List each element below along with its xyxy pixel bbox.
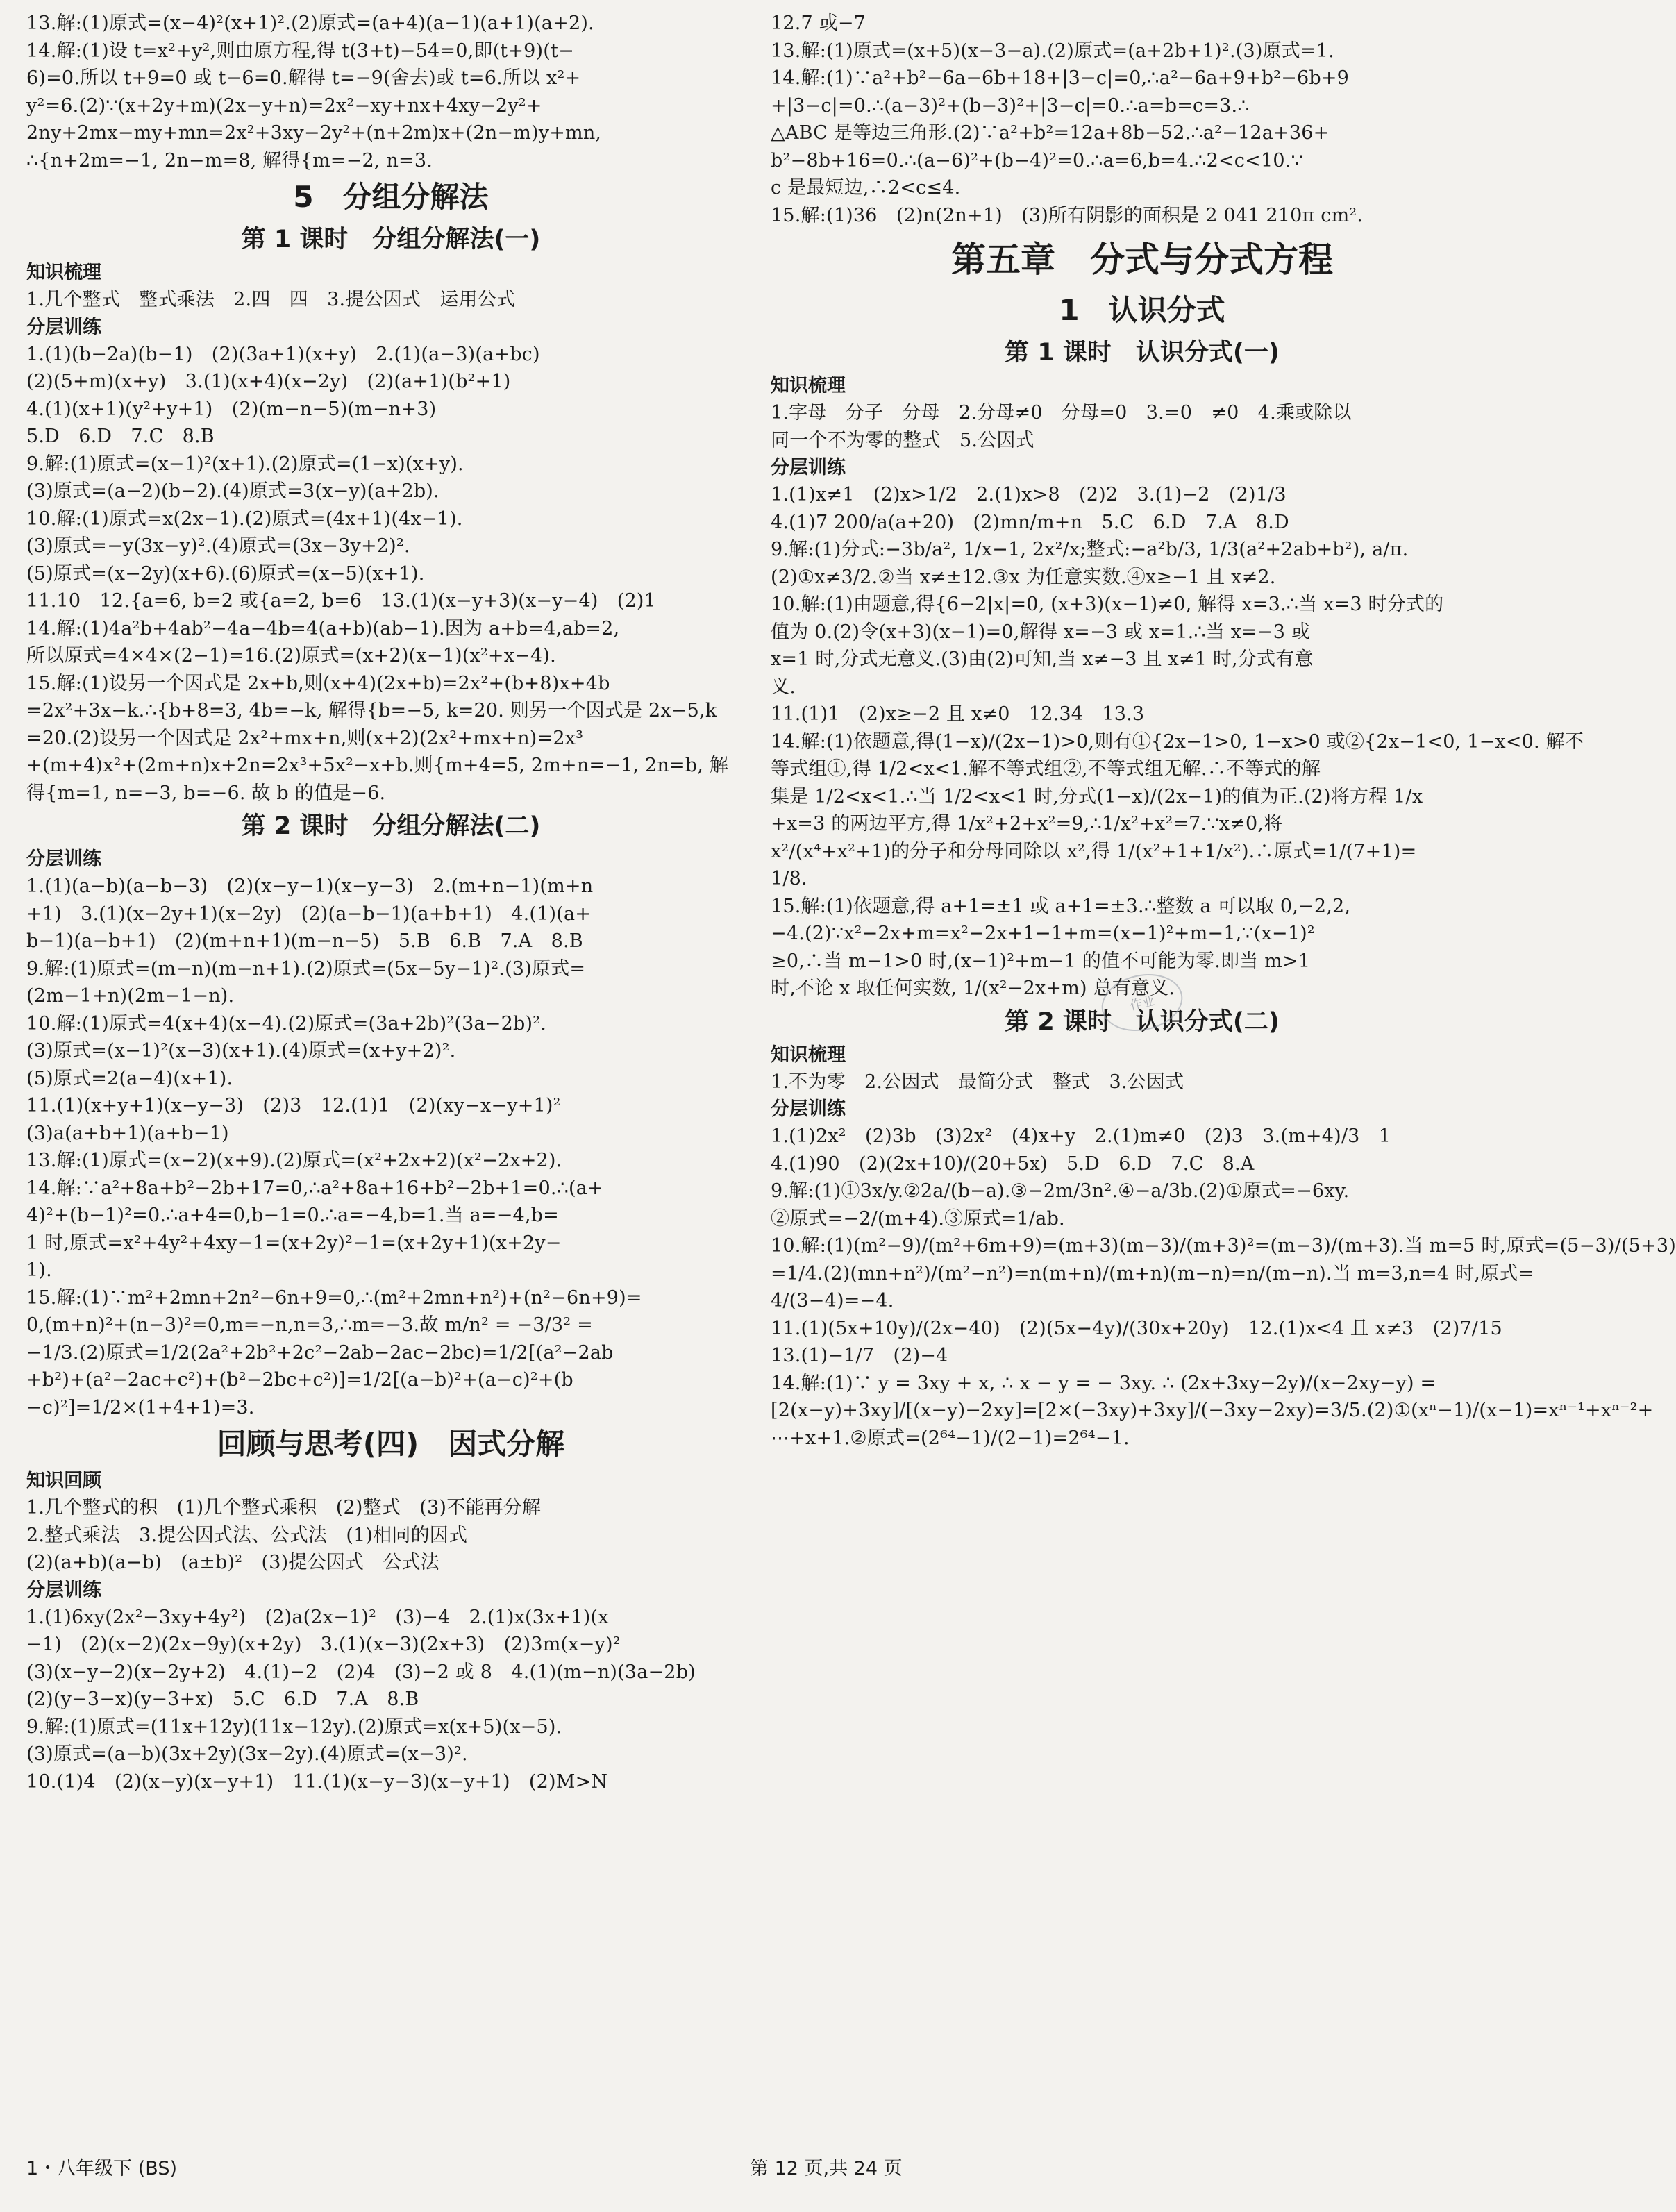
section-title: 5 分组分解法 [293, 180, 489, 214]
answer-line: 4.(1)(x+1)(y²+y+1) (2)(m−n−5)(m−n+3) [26, 398, 437, 420]
answer-line: 10.解:(1)原式=x(2x−1).(2)原式=(4x+1)(4x−1). [26, 508, 463, 530]
answer-line: 9.解:(1)①3x/y.②2a/(b−a).③−2m/3n².④−a/3b.(2)①原式=−6xy. [771, 1180, 1350, 1202]
answer-line: +|3−c|=0.∴(a−3)²+(b−3)²+|3−c|=0.∴a=b=c=3.∴ [771, 94, 1250, 117]
left-column [26, 10, 755, 2134]
subsection-label: 分层训练 [771, 457, 846, 478]
right-column [771, 10, 1676, 2134]
answer-line: 14.解:(1)设 t=x²+y²,则由原方程,得 t(3+t)−54=0,即(t+9)(t− [26, 40, 574, 62]
lesson-title: 第 1 课时 认识分式(一) [1005, 339, 1280, 367]
answer-line: (5)原式=(x−2y)(x+6).(6)原式=(x−5)(x+1). [26, 562, 425, 585]
answer-line: 11.(1)1 (2)x≥−2 且 x≠0 12.34 13.3 [771, 703, 1145, 725]
answer-line: −c)²]=1/2×(1+4+1)=3. [26, 1396, 255, 1418]
answer-line: (3)a(a+b+1)(a+b−1) [26, 1122, 229, 1144]
answer-line: −1/3.(2)原式=1/2(2a²+2b²+2c²−2ab−2ac−2bc)=1/2[(a²−2ab [26, 1341, 614, 1364]
answer-line: 4/(3−4)=−4. [771, 1290, 894, 1312]
answer-line: 13.解:(1)原式=(x−2)(x+9).(2)原式=(x²+2x+2)(x²−2x+2). [26, 1150, 562, 1171]
answer-line: (3)(x−y−2)(x−2y+2) 4.(1)−2 (2)4 (3)−2 或 8 4.(1)(m−n)(3a−2b) [26, 1661, 696, 1683]
answer-line: 4.(1)7 200/a(a+20) (2)mn/m+n 5.C 6.D 7.A 8.D [771, 511, 1289, 533]
answer-line: ∴{n+2m=−1, 2n−m=8, 解得{m=−2, n=3. [26, 149, 433, 171]
answer-line: 值为 0.(2)令(x+3)(x−1)=0,解得 x=−3 或 x=1.∴当 x=−3 或 [771, 621, 1311, 643]
answer-line: 14.解:(1)依题意,得(1−x)/(2x−1)>0,则有①{2x−1>0, 1−x>0 或②{2x−1<0, 1−x<0. 解不 [771, 730, 1584, 753]
answer-line: x²/(x⁴+x²+1)的分子和分母同除以 x²,得 1/(x²+1+1/x²).∴原式=1/(7+1)= [771, 840, 1417, 862]
subsection-label: 知识梳理 [771, 1044, 846, 1066]
answer-line: b²−8b+16=0.∴(a−6)²+(b−4)²=0.∴a=6,b=4.∴2<c<10.∵ [771, 149, 1303, 171]
answer-line: 9.解:(1)分式:−3b/a², 1/x−1, 2x²/x;整式:−a²b/3, 1/3(a²+2ab+b²), a/π. [771, 539, 1409, 560]
answer-line: 所以原式=4×4×(2−1)=16.(2)原式=(x+2)(x−1)(x²+x−4). [26, 645, 556, 667]
answer-line: 14.解:∵a²+8a+b²−2b+17=0,∴a²+8a+16+b²−2b+1=0.∴(a+ [26, 1177, 603, 1199]
answer-line: 11.(1)(5x+10y)/(2x−40) (2)(5x−4y)/(30x+20y) 12.(1)x<4 且 x≠3 (2)7/15 [771, 1317, 1502, 1339]
subsection-label: 分层训练 [26, 316, 101, 338]
answer-line: 12.7 或−7 [771, 12, 866, 34]
answer-line: 11.10 12.{a=6, b=2 或{a=2, b=6 13.(1)(x−y+3)(x−y−4) (2)1 [26, 590, 657, 612]
answer-line: 10.解:(1)原式=4(x+4)(x−4).(2)原式=(3a+2b)²(3a−2b)². [26, 1012, 547, 1034]
chapter-title: 第五章 分式与分式方程 [951, 240, 1333, 280]
subsection-label: 分层训练 [26, 1579, 101, 1601]
answer-line: 集是 1/2<x<1.∴当 1/2<x<1 时,分式(1−x)/(2x−1)的值为正.(2)将方程 1/x [771, 785, 1423, 807]
subsection-label: 知识梳理 [26, 262, 101, 283]
subsection-label: 分层训练 [26, 848, 101, 870]
answer-line: −4.(2)∵x²−2x+m=x²−2x+1−1+m=(x−1)²+m−1,∵(x−1)² [771, 923, 1315, 944]
answer-line: 15.解:(1)36 (2)n(2n+1) (3)所有阴影的面积是 2 041 210π cm². [771, 204, 1364, 226]
answer-line: (3)原式=(a−2)(b−2).(4)原式=3(x−y)(a+2b). [26, 480, 439, 502]
answer-line: 14.解:(1)∵a²+b²−6a−6b+18+|3−c|=0,∴a²−6a+9+b²−6b+9 [771, 67, 1350, 89]
answer-line: ⋯+x+1.②原式=(2⁶⁴−1)/(2−1)=2⁶⁴−1. [771, 1427, 1130, 1449]
answer-line: 14.解:(1)4a²b+4ab²−4a−4b=4(a+b)(ab−1).因为 a+b=4,ab=2, [26, 617, 620, 639]
answer-line: 13.(1)−1/7 (2)−4 [771, 1345, 948, 1366]
answer-line: 1.(1)(a−b)(a−b−3) (2)(x−y−1)(x−y−3) 2.(m+n−1)(m+n [26, 875, 594, 897]
answer-line: 同一个不为零的整式 5.公因式 [771, 429, 1034, 451]
stamp-text: 作业 [1128, 994, 1157, 1014]
answer-line: 0,(m+n)²+(n−3)²=0,m=−n,n=3,∴m=−3.故 m/n² = −3/3² = [26, 1314, 593, 1336]
answer-line: 14.解:(1)∵ y = 3xy + x, ∴ x − y = − 3xy. ∴ (2x+3xy−2y)/(x−2xy−y) = [771, 1372, 1436, 1394]
answer-line: (2)(5+m)(x+y) 3.(1)(x+4)(x−2y) (2)(a+1)(b²+1) [26, 371, 511, 392]
answer-line: 义. [771, 676, 796, 698]
answer-line: =20.(2)设另一个因式是 2x²+mx+n,则(x+2)(2x²+mx+n)=2x³ [26, 727, 584, 749]
answer-line: −1) (2)(x−2)(2x−9y)(x+2y) 3.(1)(x−3)(2x+3) (2)3m(x−y)² [26, 1634, 621, 1655]
answer-line: +b²)+(a²−2ac+c²)+(b²−2bc+c²)]=1/2[(a−b)²+(a−c)²+(b [26, 1369, 573, 1391]
answer-line: 1.几个整式 整式乘法 2.四 四 3.提公因式 运用公式 [26, 289, 516, 310]
answer-line: 1.(1)x≠1 (2)x>1/2 2.(1)x>8 (2)2 3.(1)−2 (2)1/3 [771, 484, 1287, 505]
lesson-title: 第 2 课时 认识分式(二) [1005, 1007, 1280, 1036]
answer-line: 1 时,原式=x²+4y²+4xy−1=(x+2y)²−1=(x+2y+1)(x+2y− [26, 1232, 562, 1254]
section-title: 1 认识分式 [1059, 293, 1225, 327]
answer-line: 5.D 6.D 7.C 8.B [26, 426, 215, 447]
answer-line: ②原式=−2/(m+4).③原式=1/ab. [771, 1207, 1065, 1230]
answer-line: 4)²+(b−1)²=0.∴a+4=0,b−1=0.∴a=−4,b=1.当 a=−4,b= [26, 1205, 559, 1226]
answer-line: 10.解:(1)(m²−9)/(m²+6m+9)=(m+3)(m−3)/(m+3)²=(m−3)/(m+3).当 m=5 时,原式=(5−3)/(5+3) [771, 1235, 1676, 1257]
answer-line: 1.字母 分子 分母 2.分母≠0 分母=0 3.=0 ≠0 4.乘或除以 [771, 402, 1352, 424]
answer-line: 等式组①,得 1/2<x<1.解不等式组②,不等式组无解.∴不等式的解 [771, 758, 1321, 780]
answer-line: 15.解:(1)依题意,得 a+1=±1 或 a+1=±3.∴整数 a 可以取 0,−2,2, [771, 895, 1351, 917]
answer-line: 1.(1)2x² (2)3b (3)2x² (4)x+y 2.(1)m≠0 (2)3 3.(m+4)/3 1 [771, 1125, 1391, 1147]
answer-line: 15.解:(1)设另一个因式是 2x+b,则(x+4)(2x+b)=2x²+(b+8)x+4b [26, 672, 610, 694]
answer-line: [2(x−y)+3xy]/[(x−y)−2xy]=[2×(−3xy)+3xy]/(−3xy−2xy)=3/5.(2)①(xⁿ−1)/(x−1)=xⁿ⁻¹+xⁿ⁻²+ [771, 1400, 1654, 1421]
answer-line: 2.整式乘法 3.提公因式法、公式法 (1)相同的因式 [26, 1524, 468, 1546]
answer-line: ≥0,∴当 m−1>0 时,(x−1)²+m−1 的值不可能为零.即当 m>1 [771, 950, 1311, 972]
lesson-title: 第 1 课时 分组分解法(一) [241, 226, 541, 253]
answer-line: +x=3 的两边平方,得 1/x²+2+x²=9,∴1/x²+x²=7.∵x≠0,将 [771, 813, 1283, 835]
answer-line: x=1 时,分式无意义.(3)由(2)可知,当 x≠−3 且 x≠1 时,分式有意 [771, 648, 1314, 670]
answer-line: 1). [26, 1259, 52, 1281]
lesson-title: 第 2 课时 分组分解法(二) [241, 812, 541, 840]
answer-line: (3)原式=(a−b)(3x+2y)(3x−2y).(4)原式=(x−3)². [26, 1743, 468, 1765]
answer-line: (2)(a+b)(a−b) (a±b)² (3)提公因式 公式法 [26, 1552, 439, 1573]
answer-line: (3)原式=(x−1)²(x−3)(x+1).(4)原式=(x+y+2)². [26, 1040, 456, 1062]
answer-line: 6)=0.所以 t+9=0 或 t−6=0.解得 t=−9(舍去)或 t=6.所以 x²+ [26, 67, 581, 89]
answer-line: (2m−1+n)(2m−1−n). [26, 985, 235, 1007]
answer-line: b−1)(a−b+1) (2)(m+n+1)(m−n−5) 5.B 6.B 7.A 8.B [26, 930, 583, 952]
subsection-label: 分层训练 [771, 1098, 846, 1120]
answer-line: 时,不论 x 取任何实数, 1/(x²−2x+m) 总有意义. [771, 978, 1175, 999]
answer-line: 13.解:(1)原式=(x−4)²(x+1)².(2)原式=(a+4)(a−1)(a+1)(a+2). [26, 12, 594, 34]
answer-line: 1/8. [771, 868, 807, 889]
answer-line: 1.(1)6xy(2x²−3xy+4y²) (2)a(2x−1)² (3)−4 2.(1)x(3x+1)(x [26, 1606, 609, 1628]
answer-line: 11.(1)(x+y+1)(x−y−3) (2)3 12.(1)1 (2)(xy−x−y+1)² [26, 1095, 561, 1116]
answer-line: 10.解:(1)由题意,得{6−2|x|=0, (x+3)(x−1)≠0, 解得 x=3.∴当 x=3 时分式的 [771, 594, 1444, 615]
footer-grade-label: 1・八年级下 (BS) [26, 2158, 178, 2179]
subsection-label: 知识梳理 [771, 375, 846, 396]
answer-line: (5)原式=2(a−4)(x+1). [26, 1067, 233, 1089]
subsection-label: 知识回顾 [26, 1470, 101, 1491]
answer-line: 9.解:(1)原式=(m−n)(m−n+1).(2)原式=(5x−5y−1)².(3)原式= [26, 957, 586, 980]
answer-line: 1.几个整式的积 (1)几个整式乘积 (2)整式 (3)不能再分解 [26, 1497, 542, 1518]
answer-line: (2)(y−3−x)(y−3+x) 5.C 6.D 7.A 8.B [26, 1689, 419, 1710]
answer-line: △ABC 是等边三角形.(2)∵a²+b²=12a+8b−52.∴a²−12a+36+ [771, 122, 1330, 144]
answer-line: 10.(1)4 (2)(x−y)(x−y+1) 11.(1)(x−y−3)(x−y+1) (2)M>N [26, 1770, 608, 1793]
answer-line: 4.(1)90 (2)(2x+10)/(20+5x) 5.D 6.D 7.C 8.A [771, 1153, 1255, 1175]
footer-page-number: 第 12 页,共 24 页 [750, 2158, 903, 2179]
answer-line: 2ny+2mx−my+mn=2x²+3xy−2y²+(n+2m)x+(2n−m)y+mn, [26, 122, 602, 144]
answer-line: 1.(1)(b−2a)(b−1) (2)(3a+1)(x+y) 2.(1)(a−3)(a+bc) [26, 343, 540, 365]
answer-line: 13.解:(1)原式=(x+5)(x−3−a).(2)原式=(a+2b+1)².(3)原式=1. [771, 40, 1334, 62]
answer-line: 9.解:(1)原式=(x−1)²(x+1).(2)原式=(1−x)(x+y). [26, 453, 464, 475]
answer-line: (3)原式=−y(3x−y)².(4)原式=(3x−3y+2)². [26, 535, 410, 557]
answer-line: =2x²+3x−k.∴{b+8=3, 4b=−k, 解得{b=−5, k=20. 则另一个因式是 2x−5,k [26, 700, 717, 721]
answer-line: y²=6.(2)∵(x+2y+m)(2x−y+n)=2x²−xy+nx+4xy−2y²+ [26, 94, 542, 117]
section-title: 回顾与思考(四) 因式分解 [217, 1427, 565, 1461]
answer-line: 9.解:(1)原式=(11x+12y)(11x−12y).(2)原式=x(x+5)(x−5). [26, 1716, 562, 1738]
answer-line: +(m+4)x²+(2m+n)x+2n=2x³+5x²−x+b.则{m+4=5, 2m+n=−1, 2n=b, 解 [26, 755, 729, 776]
answer-line: 得{m=1, n=−3, b=−6. 故 b 的值是−6. [26, 782, 386, 804]
answer-line: 1.不为零 2.公因式 最简分式 整式 3.公因式 [771, 1071, 1184, 1093]
answer-line: =1/4.(2)(mn+n²)/(m²−n²)=n(m+n)/(m+n)(m−n)=n/(m−n).当 m=3,n=4 时,原式= [771, 1262, 1534, 1284]
answer-line: c 是最短边,∴2<c≤4. [771, 177, 961, 199]
answer-line: (2)①x≠3/2.②当 x≠±12.③x 为任意实数.④x≥−1 且 x≠2. [771, 566, 1276, 588]
answer-line: 15.解:(1)∵m²+2mn+2n²−6n+9=0,∴(m²+2mn+n²)+(n²−6n+9)= [26, 1287, 642, 1309]
answer-line: +1) 3.(1)(x−2y+1)(x−2y) (2)(a−b−1)(a+b+1) 4.(1)(a+ [26, 903, 592, 925]
